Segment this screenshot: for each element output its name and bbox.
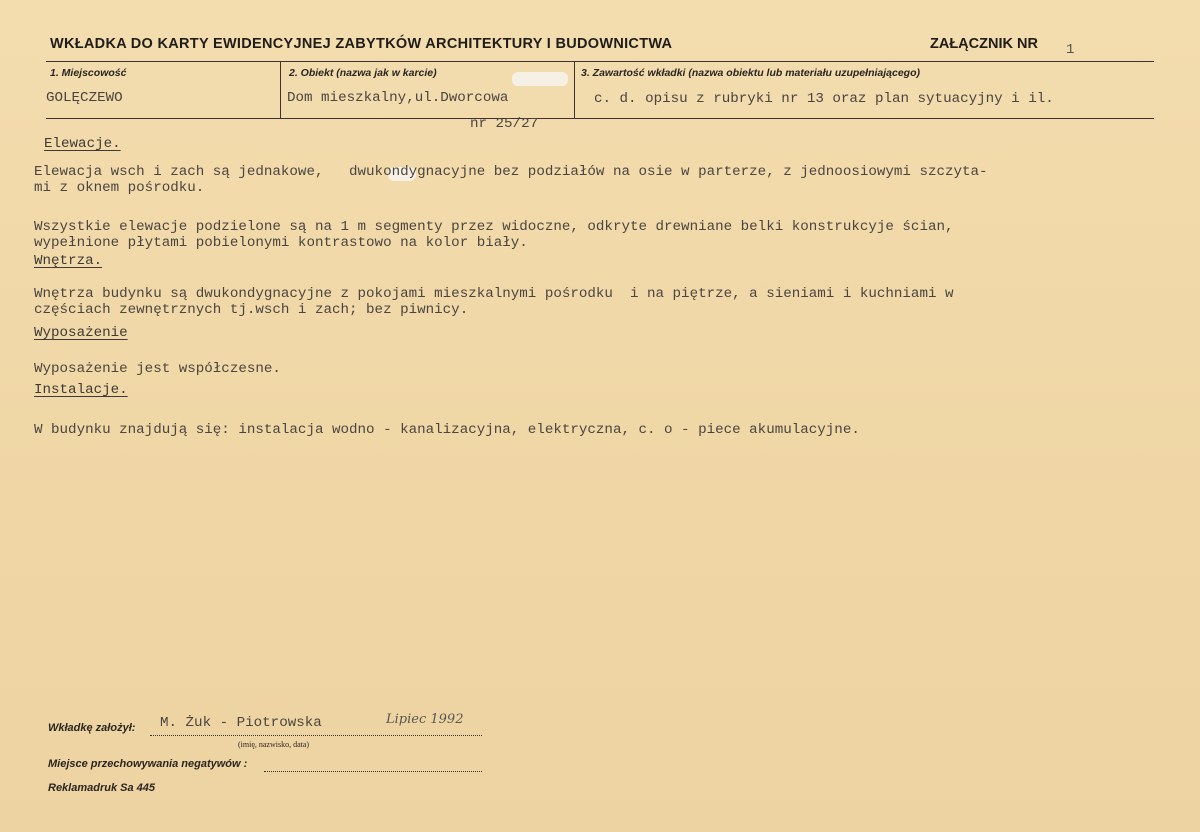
attachment-label: ZAŁĄCZNIK NR [930,36,1038,52]
contents-value: c. d. opisu z rubryki nr 13 oraz plan sytuacyjny i il. [594,91,1054,107]
field-divider-2 [574,61,575,118]
created-by-line [150,735,482,736]
created-by-hint: (imię, nazwisko, data) [238,740,310,749]
object-label: 2. Obiekt (nazwa jak w karcie) [289,67,437,79]
created-by-value: M. Żuk - Piotrowska [160,715,322,731]
elevations-paragraph-1: Elewacja wsch i zach są jednakowe, dwukondygnacyjne bez podziałów na osie w parterze, z jednoosiowymi szczyta- mi z oknem pośrodku. [34,164,988,197]
object-value: Dom mieszkalny,ul.Dworcowa [287,90,509,106]
equipment-paragraph: Wyposażenie jest współczesne. [34,361,281,377]
locality-label: 1. Miejscowość [50,67,127,79]
created-by-label: Wkładkę założył: [48,722,136,734]
equipment-heading: Wyposażenie [34,325,128,341]
printer-imprint: Reklamadruk Sa 445 [48,782,156,794]
negatives-line [264,771,482,772]
elevations-heading: Elewacje. [44,136,121,152]
header-rule-bottom [46,118,1154,119]
locality-value: GOLĘCZEWO [46,90,123,106]
attachment-number: 1 [1066,42,1075,58]
interior-paragraph: Wnętrza budynku są dwukondygnacyjne z pokojami mieszkalnymi pośrodku i na piętrze, a sieniami i kuchniami w częściach zewnętrznych tj.wsch i zach; bez piwnicy. [34,286,954,319]
created-date: Lipiec 1992 [386,712,464,727]
installations-paragraph: W budynku znajdują się: instalacja wodno - kanalizacyjna, elektryczna, c. o - piece akumulacyjne. [34,422,860,438]
negatives-label: Miejsce przechowywania negatywów : [48,758,248,770]
correction-mark [512,72,568,86]
object-value-number: nr 25/27 [470,116,539,132]
card-title: WKŁADKA DO KARTY EWIDENCYJNEJ ZABYTKÓW ARCHITEKTURY I BUDOWNICTWA [50,36,673,52]
installations-heading: Instalacje. [34,382,128,398]
header-rule-top [46,61,1154,62]
contents-label: 3. Zawartość wkładki (nazwa obiektu lub materiału uzupełniającego) [581,67,920,79]
interior-heading: Wnętrza. [34,253,103,269]
elevations-paragraph-2: Wszystkie elewacje podzielone są na 1 m segmenty przez widoczne, odkryte drewniane belki konstrukcyje ścian, wypełnione płytami pobielonymi kontrastowo na kolor biały. [34,219,954,252]
field-divider-1 [280,61,281,118]
